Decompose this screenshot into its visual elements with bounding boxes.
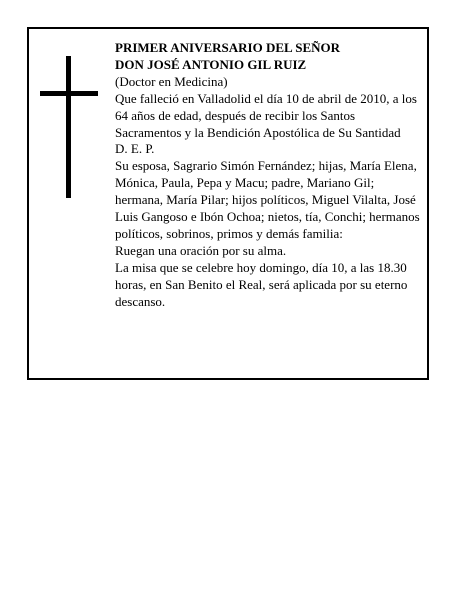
death-paragraph: Que falleció en Valladolid el día 10 de abril de 2010, a los 64 años de edad, después de recibir los Santos Sacramentos y la Bendición Apostólica de Su Santidad xyxy=(115,90,417,140)
family-paragraph: Su esposa, Sagrario Simón Fernández; hijas, María Elena, Mónica, Paula, Pepa y Macu; padre, Mariano Gil; hermana, María Pilar; hijos políticos, Miguel Vilalta, José Luis Gangoso e Ibón Ochoa; nietos, tía, Conchi; hermanos políticos, sobrinos, primos y demás familia: xyxy=(115,158,420,241)
prayer-request: Ruegan una oración por su alma. xyxy=(115,242,287,258)
notice-text xyxy=(115,40,420,311)
latin-cross-icon xyxy=(40,56,98,198)
mass-paragraph: La misa que se celebre hoy domingo, día 10, a las 18.30 horas, en San Benito el Real, será aplicada por su eterno descanso. xyxy=(115,259,408,309)
notice-title-line1: PRIMER ANIVERSARIO DEL SEÑOR xyxy=(115,40,341,55)
cross-horizontal-bar xyxy=(40,91,98,96)
notice-title-line2: DON JOSÉ ANTONIO GIL RUIZ xyxy=(115,56,307,72)
cross-vertical-bar xyxy=(66,56,71,198)
obituary-notice xyxy=(27,27,429,380)
rip-text: D. E. P. xyxy=(115,141,155,157)
deceased-profession: (Doctor en Medicina) xyxy=(115,73,228,89)
